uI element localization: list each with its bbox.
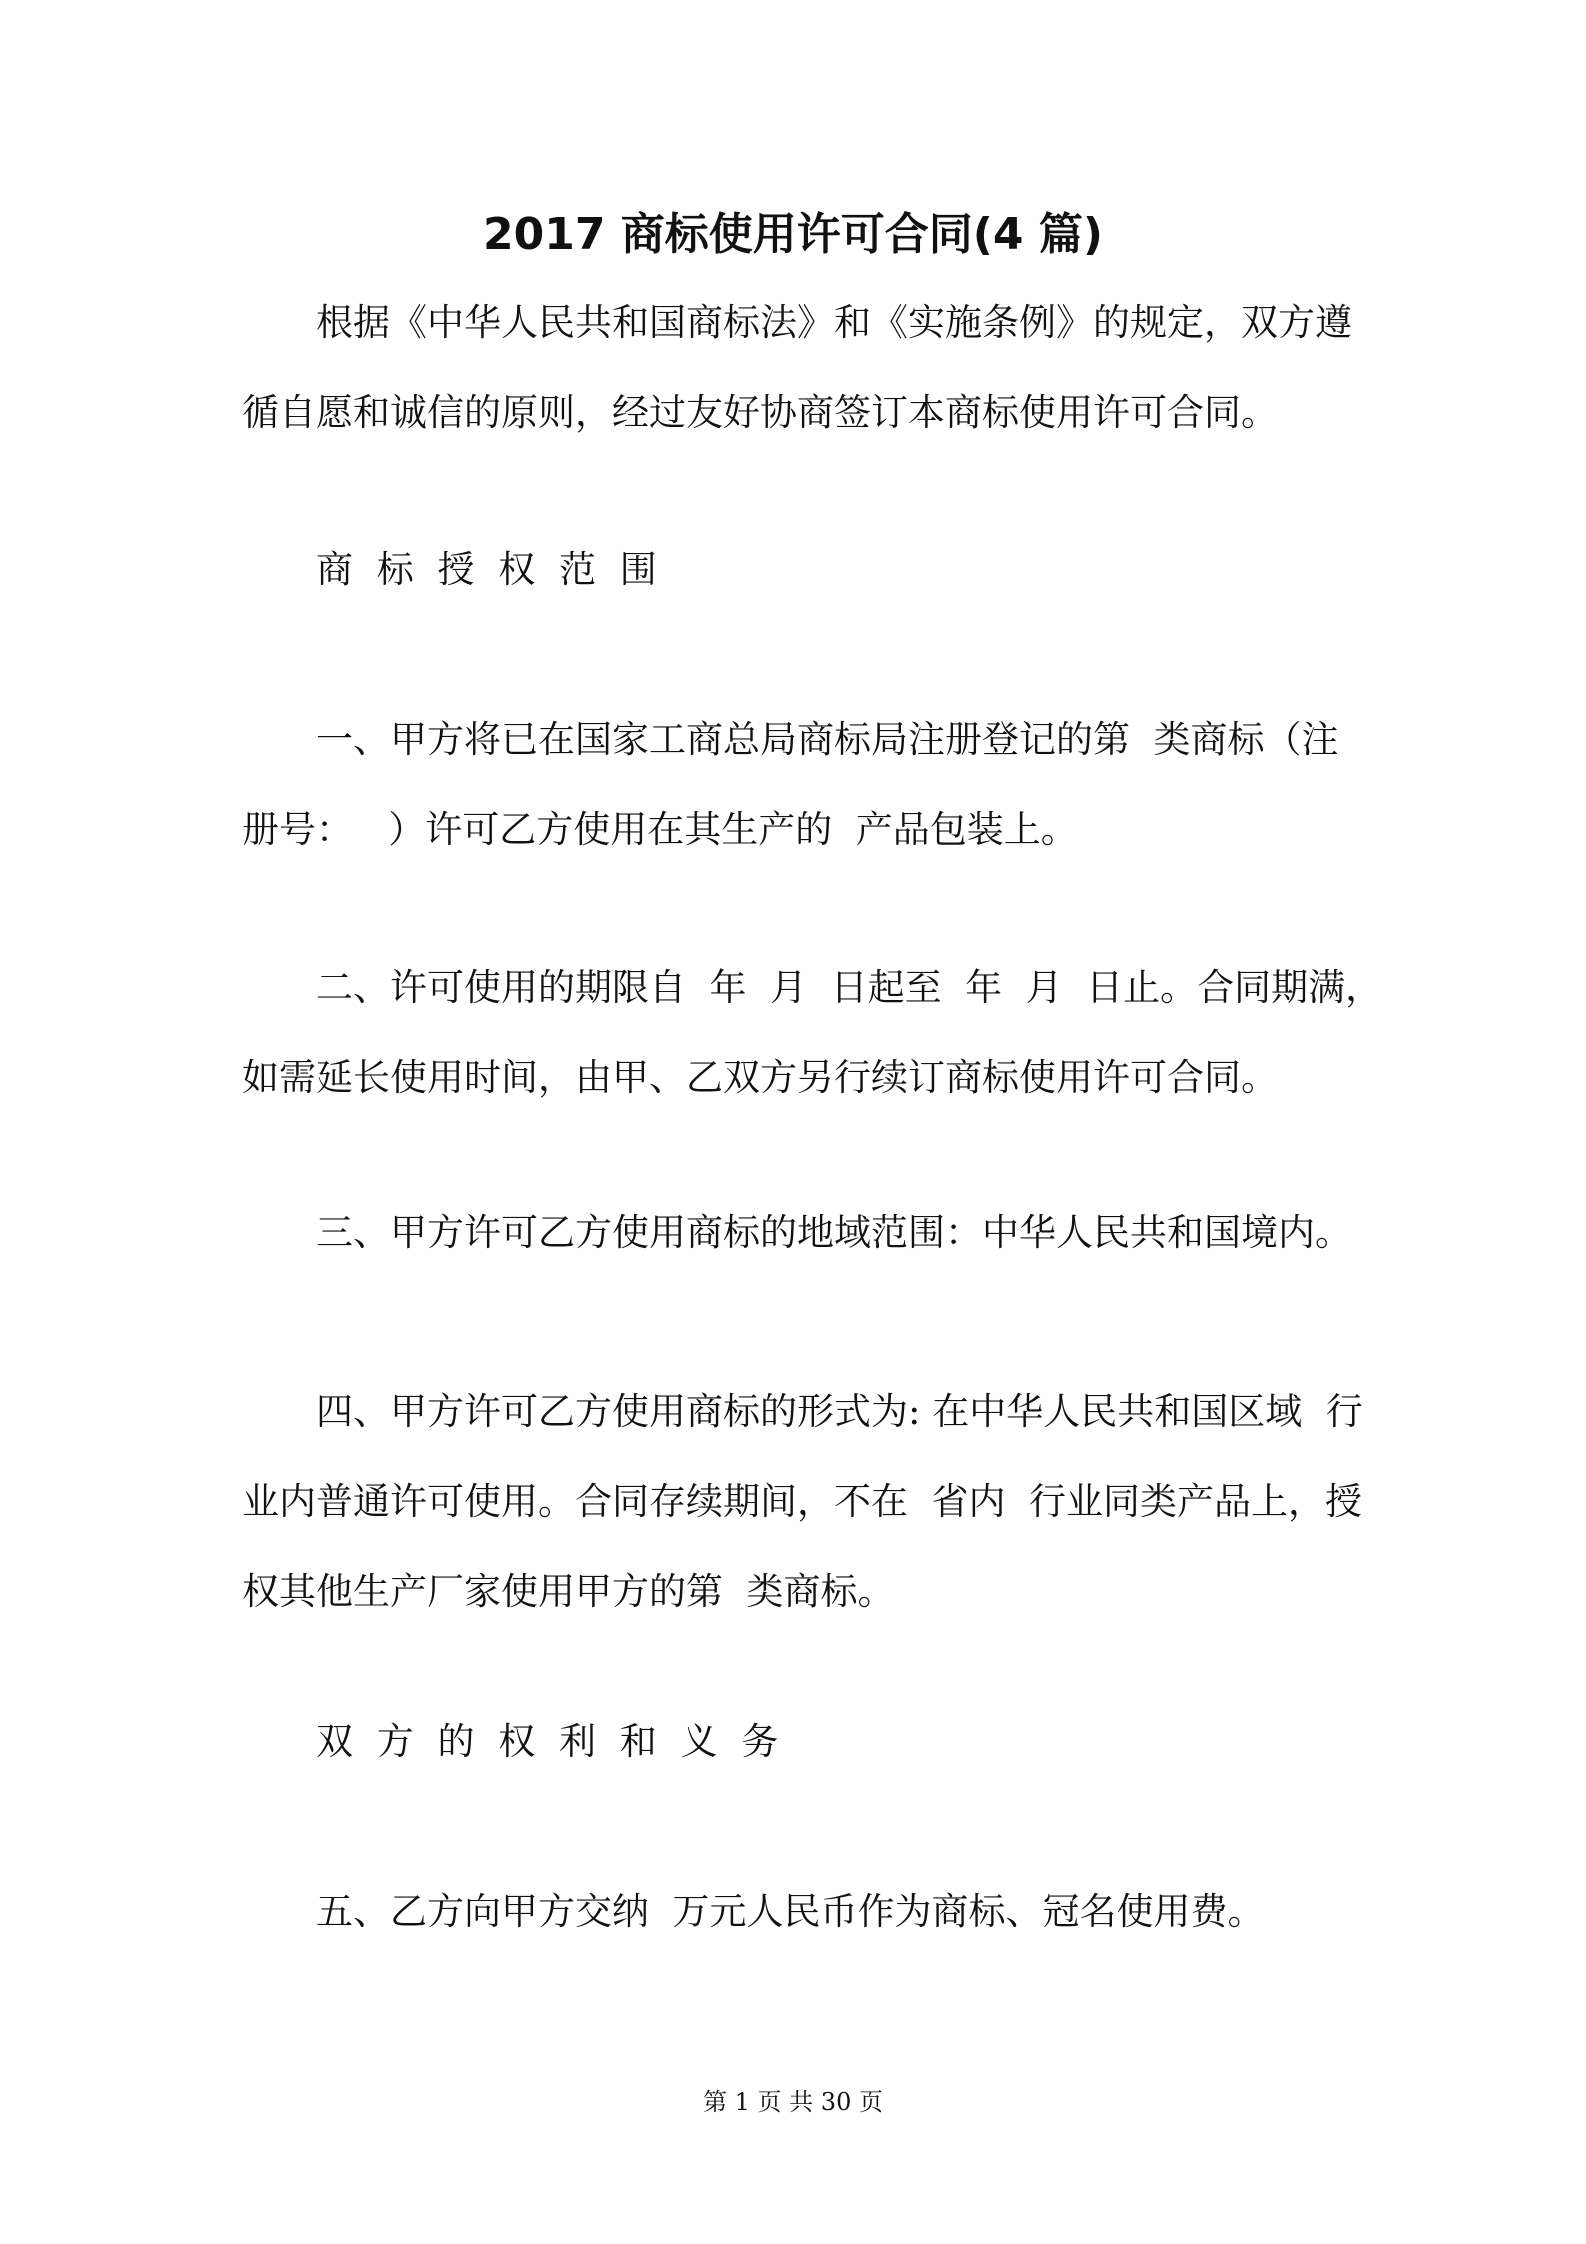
clause-2 [242, 943, 1383, 1123]
clause-1-line-2: 册号： ）许可乙方使用在其生产的 产品包装上。 [242, 808, 1078, 851]
clause-5 [242, 1867, 1352, 1957]
intro-line-1: 根据《中华人民共和国商标法》和《实施条例》的规定，双方遵 [316, 301, 1352, 344]
clause-5-line-1: 五、乙方向甲方交纳 万元人民币作为商标、冠名使用费。 [316, 1890, 1265, 1933]
intro-paragraph [242, 278, 1352, 458]
clause-2-line-1: 二、许可使用的期限自 年 月 日起至 年 月 日止。合同期满， [316, 966, 1383, 1009]
clause-4-line-2: 业内普通许可使用。合同存续期间，不在 省内 行业同类产品上，授 [242, 1480, 1363, 1523]
clause-4-line-3: 权其他生产厂家使用甲方的第 类商标。 [242, 1570, 895, 1613]
clause-3 [242, 1188, 1352, 1278]
page-footer: 第 1 页 共 30 页 [703, 2088, 883, 2116]
intro-line-2: 循自愿和诚信的原则，经过友好协商签订本商标使用许可合同。 [242, 391, 1278, 434]
clause-1 [242, 695, 1352, 875]
clause-4 [242, 1367, 1363, 1637]
clause-1-line-1: 一、甲方将已在国家工商总局商标局注册登记的第 类商标（注 [316, 718, 1339, 761]
clause-4-line-1: 四、甲方许可乙方使用商标的形式为: 在中华人民共和国区域 行 [316, 1390, 1363, 1433]
section-heading-rights-obligations: 双 方 的 权 利 和 义 务 [316, 1720, 785, 1763]
clause-3-line-1: 三、甲方许可乙方使用商标的地域范围：中华人民共和国境内。 [316, 1211, 1352, 1254]
section-heading-authorization-scope: 商 标 授 权 范 围 [316, 548, 663, 591]
document-title: 2017 商标使用许可合同(4 篇) [483, 209, 1103, 260]
clause-2-line-2: 如需延长使用时间，由甲、乙双方另行续订商标使用许可合同。 [242, 1056, 1278, 1099]
